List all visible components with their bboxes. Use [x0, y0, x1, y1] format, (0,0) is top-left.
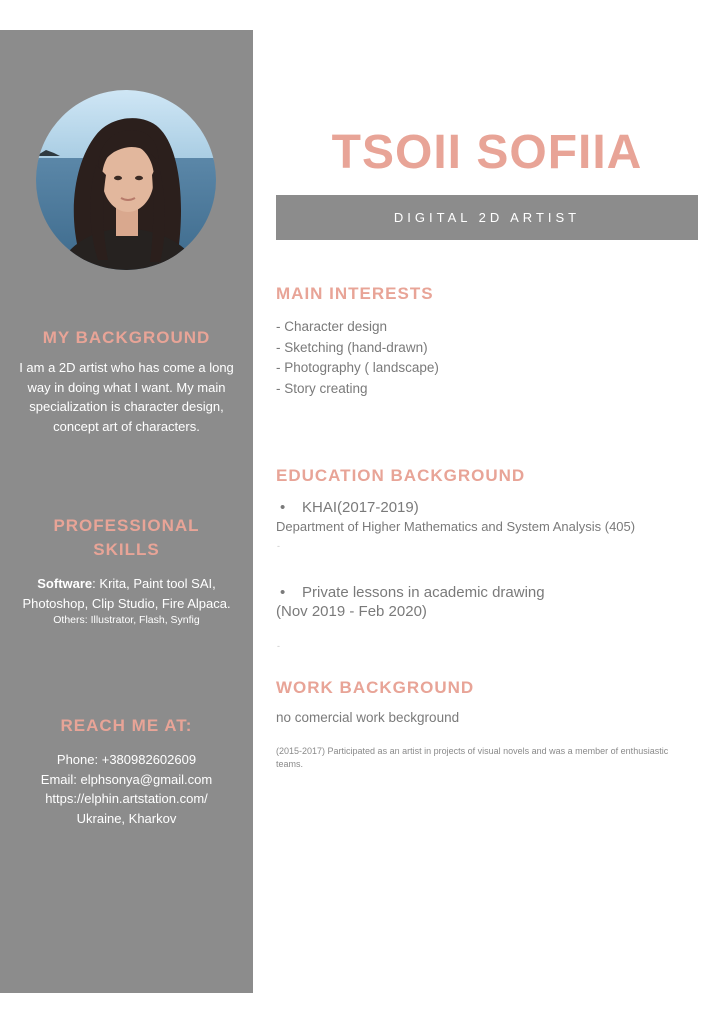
contact-title: REACH ME AT:: [60, 716, 193, 735]
contact-site[interactable]: https://elphin.artstation.com/: [45, 791, 208, 806]
bullet-icon: •: [280, 499, 286, 516]
contact-email[interactable]: Email: elphsonya@gmail.com: [40, 771, 213, 787]
skills-title: PROFESSIONAL SKILLS: [53, 516, 200, 559]
work-title: WORK BACKGROUND: [276, 678, 475, 697]
skills-software: [14, 574, 239, 613]
software-label: Software: [37, 576, 93, 591]
contact-location: Ukraine, Kharkov: [76, 810, 177, 826]
background-title: MY BACKGROUND: [42, 328, 211, 347]
list-item: - Photography ( landscape): [276, 360, 439, 375]
skills-section: [14, 514, 239, 628]
education-item-2-head: Private lessons in academic drawing: [302, 584, 545, 601]
background-section: [14, 326, 239, 436]
skills-others: Others: Illustrator, Flash, Synfig: [53, 614, 200, 626]
education-item-2: [276, 583, 545, 621]
education-item-1-head: KHAI(2017-2019): [302, 499, 419, 516]
education-item-2-dates: (Nov 2019 - Feb 2020): [276, 603, 427, 620]
bullet-icon: •: [280, 584, 286, 601]
list-item: - Character design: [276, 319, 388, 334]
avatar: [36, 90, 216, 270]
work-note: (2015-2017) Participated as an artist in projects of visual novels and was a member of enthusiastic teams.: [276, 746, 669, 769]
page-title: TSOII SOFIIA: [331, 126, 643, 179]
sidebar: [0, 30, 253, 993]
contact-section: [14, 714, 239, 828]
interests-list: [276, 317, 439, 399]
education-item-1-dept: Department of Higher Mathematics and System Analysis (405): [276, 519, 636, 534]
background-text: I am a 2D artist who has come a long way in doing what I want. My main specialization is character design, concept art of characters.: [19, 360, 234, 434]
subtitle-bar: [276, 195, 698, 240]
subtitle: DIGITAL 2D ARTIST: [393, 210, 581, 225]
contact-phone: Phone: +380982602609: [56, 752, 197, 767]
education-item-1: [276, 498, 635, 536]
work-line: no comercial work beckground: [276, 710, 460, 725]
separator-mark: -: [277, 641, 280, 651]
avatar-photo: [36, 90, 216, 270]
interests-title: MAIN INTERESTS: [276, 284, 434, 303]
list-item: - Sketching (hand-drawn): [276, 339, 428, 355]
separator-mark: -: [277, 541, 280, 551]
software-text: : Krita, Paint tool SAI, Photoshop, Clip Studio, Fire Alpaca.: [22, 576, 231, 611]
list-item: - Story creating: [276, 380, 368, 396]
education-title: EDUCATION BACKGROUND: [276, 466, 526, 485]
